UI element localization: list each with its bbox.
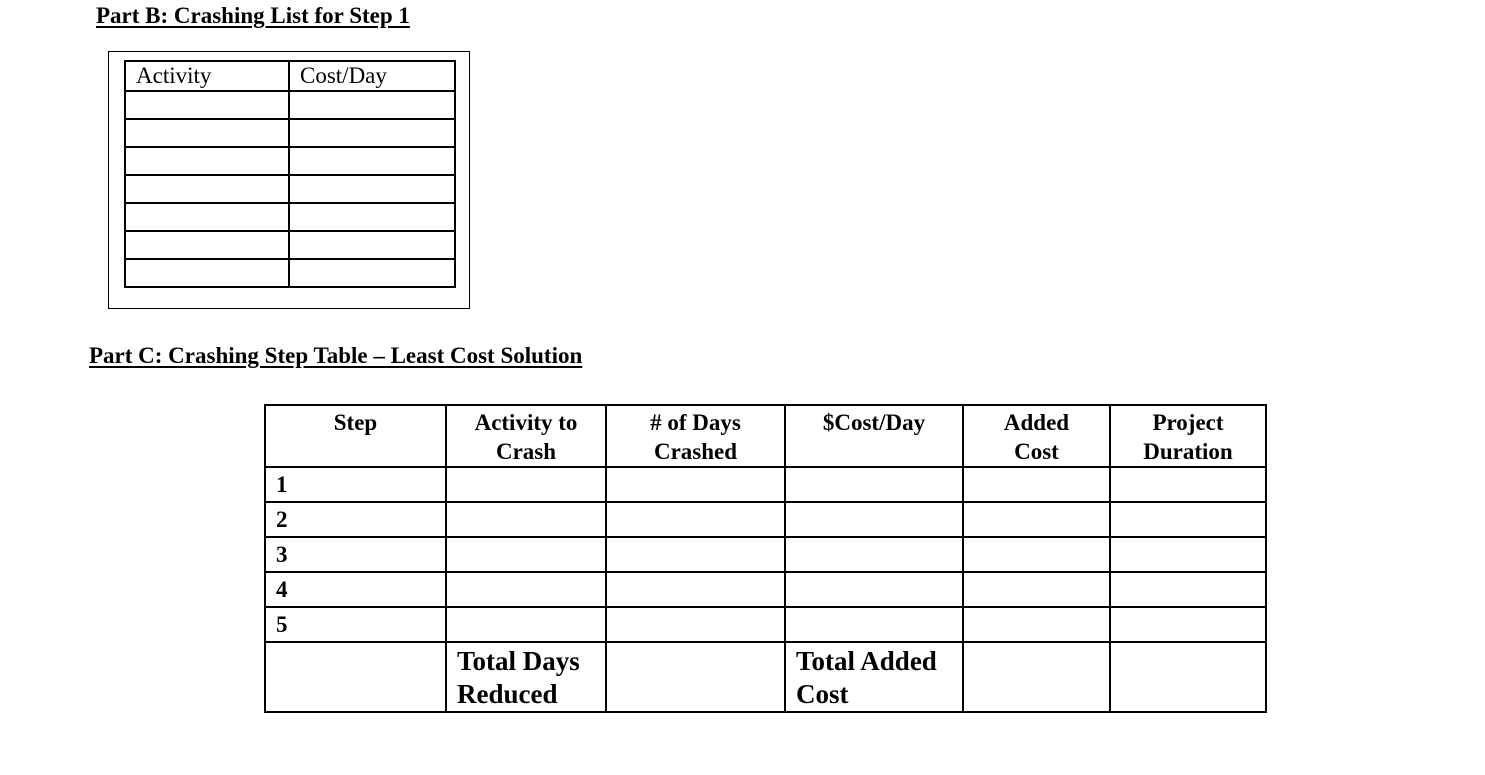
- table-row: [265, 537, 1266, 572]
- activity-cell[interactable]: [125, 147, 289, 175]
- project-duration-cell[interactable]: [1110, 537, 1266, 572]
- column-header-project-duration: Project Duration: [1110, 405, 1266, 467]
- table-row: [125, 175, 455, 203]
- activity-to-crash-cell[interactable]: [446, 502, 606, 537]
- added-cost-cell[interactable]: [963, 502, 1110, 537]
- activity-cell[interactable]: [125, 91, 289, 119]
- crashing-list-table: [124, 60, 456, 288]
- table-row: [265, 607, 1266, 642]
- cost-per-day-cell[interactable]: [289, 147, 455, 175]
- step-number: 1: [265, 467, 446, 502]
- table-row: [125, 259, 455, 287]
- table-row: [265, 467, 1266, 502]
- table-row: [265, 502, 1266, 537]
- step-number: 5: [265, 607, 446, 642]
- added-cost-cell[interactable]: [963, 607, 1110, 642]
- table-row: [125, 203, 455, 231]
- added-cost-cell[interactable]: [963, 467, 1110, 502]
- crashing-step-table: [264, 404, 1267, 713]
- table-row: [125, 231, 455, 259]
- project-duration-cell[interactable]: [1110, 572, 1266, 607]
- table-row: [265, 572, 1266, 607]
- column-header-added-cost: Added Cost: [963, 405, 1110, 467]
- cost-per-day-cell[interactable]: [289, 203, 455, 231]
- table-row: [125, 91, 455, 119]
- activity-cell[interactable]: [125, 119, 289, 147]
- step-number: 4: [265, 572, 446, 607]
- total-days-reduced-value[interactable]: [606, 642, 785, 712]
- total-added-cost-value[interactable]: [963, 642, 1110, 712]
- column-header-activity: Activity: [125, 61, 289, 91]
- part-c-title: Part C: Crashing Step Table – Least Cost Solution: [89, 343, 583, 368]
- cost-per-day-cell[interactable]: [289, 231, 455, 259]
- total-added-cost-label: Total Added Cost: [785, 642, 963, 712]
- table-row: [125, 147, 455, 175]
- activity-cell[interactable]: [125, 231, 289, 259]
- cost-per-day-cell[interactable]: [785, 502, 963, 537]
- totals-row: [265, 642, 1266, 712]
- table-header-row: [265, 405, 1266, 467]
- totals-duration-cell[interactable]: [1110, 642, 1266, 712]
- project-duration-cell[interactable]: [1110, 607, 1266, 642]
- project-duration-cell[interactable]: [1110, 502, 1266, 537]
- total-days-reduced-label: Total Days Reduced: [446, 642, 606, 712]
- cost-per-day-cell[interactable]: [785, 607, 963, 642]
- column-header-cost-per-day: Cost/Day: [289, 61, 455, 91]
- added-cost-cell[interactable]: [963, 537, 1110, 572]
- days-crashed-cell[interactable]: [606, 467, 785, 502]
- activity-to-crash-cell[interactable]: [446, 467, 606, 502]
- column-header-activity-to-crash: Activity to Crash: [446, 405, 606, 467]
- table-row: [125, 119, 455, 147]
- activity-to-crash-cell[interactable]: [446, 537, 606, 572]
- totals-empty-cell: [265, 642, 446, 712]
- step-number: 3: [265, 537, 446, 572]
- days-crashed-cell[interactable]: [606, 502, 785, 537]
- cost-per-day-cell[interactable]: [289, 259, 455, 287]
- step-number: 2: [265, 502, 446, 537]
- cost-per-day-cell[interactable]: [289, 119, 455, 147]
- activity-to-crash-cell[interactable]: [446, 607, 606, 642]
- cost-per-day-cell[interactable]: [289, 175, 455, 203]
- days-crashed-cell[interactable]: [606, 607, 785, 642]
- days-crashed-cell[interactable]: [606, 572, 785, 607]
- column-header-days-crashed: # of Days Crashed: [606, 405, 785, 467]
- activity-cell[interactable]: [125, 175, 289, 203]
- column-header-cost-per-day: $Cost/Day: [785, 405, 963, 467]
- cost-per-day-cell[interactable]: [289, 91, 455, 119]
- added-cost-cell[interactable]: [963, 572, 1110, 607]
- table-header-row: [125, 61, 455, 91]
- cost-per-day-cell[interactable]: [785, 467, 963, 502]
- column-header-step: Step: [265, 405, 446, 467]
- cost-per-day-cell[interactable]: [785, 572, 963, 607]
- activity-to-crash-cell[interactable]: [446, 572, 606, 607]
- activity-cell[interactable]: [125, 259, 289, 287]
- activity-cell[interactable]: [125, 203, 289, 231]
- days-crashed-cell[interactable]: [606, 537, 785, 572]
- project-duration-cell[interactable]: [1110, 467, 1266, 502]
- part-b-title: Part B: Crashing List for Step 1: [96, 3, 410, 28]
- cost-per-day-cell[interactable]: [785, 537, 963, 572]
